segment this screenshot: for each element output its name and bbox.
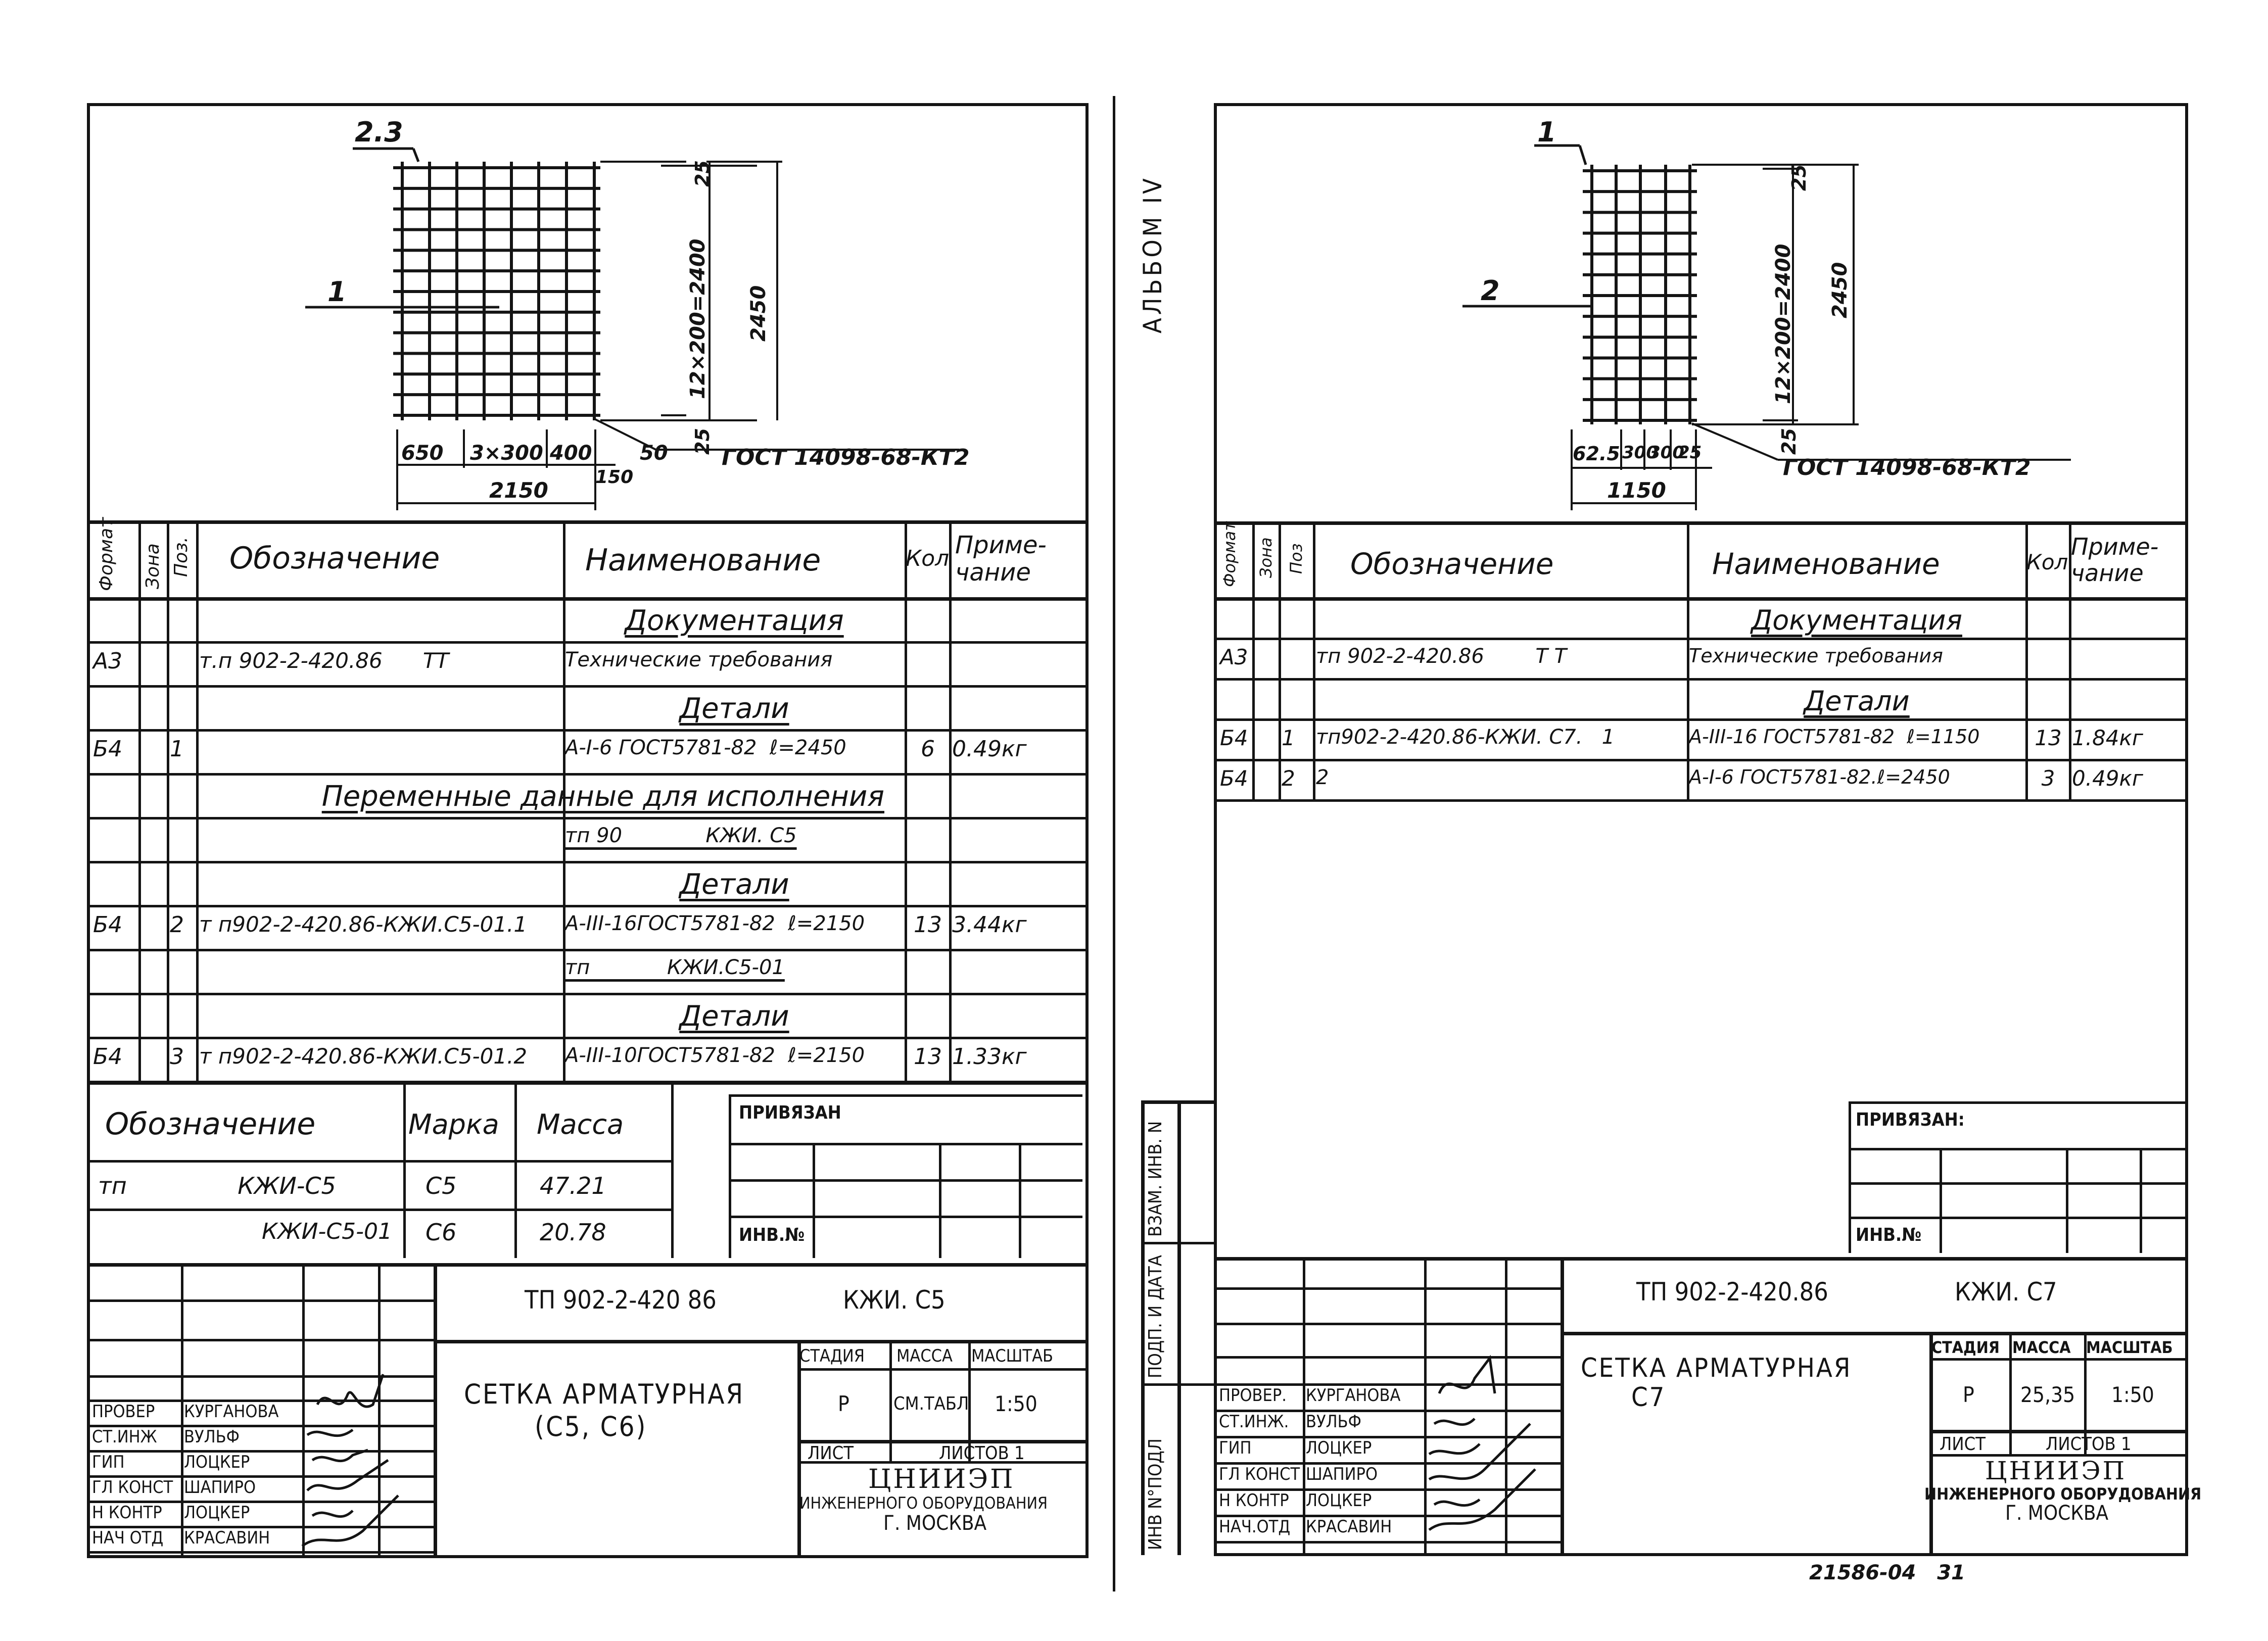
left-h-zone: Зона (143, 543, 163, 589)
spec-row-line (90, 1037, 1085, 1039)
right-org-1: ЦНИИЭП (1985, 1456, 2127, 1485)
right-stage-h: СТАДИЯ (1931, 1338, 2000, 1357)
spec-format: Б4 (1220, 766, 1248, 791)
spec-note: 3.44кг (952, 912, 1027, 938)
right-sheets-label: ЛИСТОВ 1 (2046, 1434, 2132, 1455)
right-dim-height: 12×200=2400 (1772, 244, 1795, 404)
left-marks-r2-mass: 20.78 (540, 1219, 606, 1246)
right-org-2: ИНЖЕНЕРНОГО ОБОРУДОВАНИЯ (1924, 1484, 2202, 1504)
spec-name: Детали (679, 692, 789, 725)
left-sheet (87, 103, 1089, 1558)
left-stage: Р (838, 1391, 849, 1416)
left-dim-total: 2450 (747, 285, 770, 342)
left-stamp-title-2: (С5, С6) (535, 1411, 647, 1442)
left-dim-bottom: 25 (691, 428, 714, 455)
right-h-pos: Поз (1287, 543, 1306, 574)
signer-role: ПРОВЕР (92, 1402, 155, 1422)
spec-name: А-I-6 ГОСТ5781-82 ℓ=2450 (565, 736, 846, 759)
spec-row-line (90, 949, 1085, 951)
left-spec-table (90, 517, 1085, 1081)
left-h-pos: Поз. (171, 537, 192, 577)
right-mesh-drawing (1217, 106, 2185, 520)
spec-row-line (1217, 799, 2185, 802)
spec-row-line (90, 773, 1085, 776)
right-footer-number: 21586-04 31 (1809, 1561, 1965, 1584)
right-signatures (1419, 1353, 1571, 1535)
right-title-block (1217, 1257, 2202, 1553)
signer-role: СТ.ИНЖ (92, 1427, 157, 1447)
spec-row-line (90, 905, 1085, 907)
left-mesh-drawing (90, 106, 1085, 520)
spec-row-line (90, 685, 1085, 688)
signer-role: Н КОНТР (92, 1503, 162, 1523)
spec-pos: 1 (1282, 726, 1295, 750)
spec-name: Детали (679, 868, 789, 901)
right-scale-h: МАСШТАБ (2086, 1338, 2173, 1357)
left-marks-r1-mark: С5 (426, 1172, 457, 1199)
spec-format: А3 (1220, 645, 1248, 669)
right-spec-table (1217, 521, 2185, 819)
left-org-1: ЦНИИЭП (868, 1464, 1015, 1494)
signer-role: Н КОНТР (1219, 1490, 1289, 1511)
signer-name: ШАПИРО (1306, 1464, 1378, 1484)
spec-name: А-III-16ГОСТ5781-82 ℓ=2150 (565, 912, 865, 935)
spec-name: А-III-10ГОСТ5781-82 ℓ=2150 (565, 1044, 865, 1067)
right-dim-width: 1150 (1607, 478, 1666, 503)
signer-role: НАЧ.ОТД (1219, 1517, 1291, 1537)
signer-name: ШАПИРО (184, 1477, 256, 1498)
right-h-name: Наименование (1712, 547, 1940, 581)
spec-designation: т.п 902-2-420.86 ТТ (199, 648, 449, 673)
spec-row-line (1217, 638, 2185, 640)
right-stamp-title-1: СЕТКА АРМАТУРНАЯ (1581, 1353, 1852, 1383)
right-gost: ГОСТ 14098-68-КТ2 (1783, 455, 2031, 480)
spec-format: Б4 (93, 1044, 123, 1070)
right-org-3: Г. МОСКВА (2005, 1502, 2109, 1525)
spec-designation: тп902-2-420.86-КЖИ. С7. 1 (1316, 726, 1615, 749)
right-dim-x4: 25 (1678, 443, 1702, 463)
left-scale-h: МАСШТАБ (971, 1346, 1053, 1366)
signer-name: КРАСАВИН (1306, 1517, 1392, 1537)
spec-name: тп КЖИ.С5-01 (565, 956, 785, 979)
right-mass-h: МАССА (2012, 1338, 2071, 1357)
signer-name: КРАСАВИН (184, 1528, 270, 1548)
spec-format: Б4 (1220, 726, 1248, 750)
left-stage-h: СТАДИЯ (799, 1346, 865, 1366)
left-signatures (297, 1374, 449, 1556)
spec-qty: 3 (2041, 766, 2055, 791)
signer-role: ГИП (1219, 1438, 1252, 1458)
left-dim-x1: 650 (401, 442, 444, 465)
spec-row-line (1217, 678, 2185, 681)
spec-note: 0.49кг (952, 736, 1027, 762)
right-dim-total: 2450 (1828, 262, 1852, 318)
spec-designation: тп 902-2-420.86 Т Т (1316, 645, 1567, 668)
side-label-2: ПОДП. И ДАТА (1145, 1255, 1166, 1378)
left-h-designation: Обозначение (229, 541, 440, 576)
left-marks-h-mark: Марка (408, 1108, 499, 1140)
side-label-3: ИНВ N°ПОДЛ (1145, 1438, 1166, 1550)
spec-note: 1.84кг (2072, 726, 2143, 750)
spec-qty: 6 (921, 736, 935, 762)
right-privyazan: ПРИВЯЗАН: (1856, 1109, 1965, 1130)
left-pos-top: 2.3 (355, 116, 403, 148)
spec-qty: 13 (914, 912, 942, 938)
signer-name: ЛОЦКЕР (184, 1503, 250, 1523)
right-mass: 25,35 (2020, 1382, 2075, 1407)
left-sheet-label: ЛИСТ (808, 1443, 854, 1464)
left-dim-x2: 3×300 (470, 442, 543, 465)
right-side-strip (1141, 1100, 1214, 1555)
spec-note: 0.49кг (2072, 766, 2143, 791)
left-mass-h: МАССА (896, 1346, 953, 1366)
signer-name: ЛОЦКЕР (184, 1452, 250, 1472)
left-dim-x4: 50 (640, 442, 668, 465)
spec-row-line (90, 817, 1085, 819)
spec-row-line (1217, 718, 2185, 721)
signer-name: КУРГАНОВА (1306, 1385, 1401, 1406)
spec-pos: 2 (1282, 766, 1295, 791)
left-dim-height: 12×200=2400 (686, 238, 710, 399)
left-stamp-code: ТП 902-2-420 86 (525, 1285, 717, 1315)
right-stage: Р (1963, 1382, 1974, 1407)
left-h-format: Формат (96, 517, 117, 591)
right-privyazan-box (1849, 1101, 2187, 1253)
right-h-zone: Зона (1256, 537, 1275, 578)
spec-name: Технические требования (565, 648, 833, 671)
left-h-name: Наименование (585, 543, 821, 578)
spec-qty: 13 (914, 1044, 942, 1070)
spec-name: А-I-6 ГОСТ5781-82.ℓ=2450 (1689, 766, 1950, 788)
right-stamp-title-2: С7 (1631, 1382, 1666, 1413)
left-h-qty: Кол (906, 546, 950, 571)
spec-row-line (90, 861, 1085, 863)
left-pos-mid: 1 (327, 276, 347, 308)
right-sheet-label: ЛИСТ (1940, 1434, 1986, 1455)
left-marks-r2-designation: КЖИ-С5-01 (262, 1219, 393, 1244)
left-sheets-label: ЛИСТОВ 1 (939, 1443, 1025, 1464)
spec-designation: т п902-2-420.86-КЖИ.С5-01.1 (199, 912, 528, 937)
signer-role: ГИП (92, 1452, 125, 1472)
signer-name: ЛОЦКЕР (1306, 1490, 1372, 1511)
spec-name: Детали (1804, 685, 1910, 717)
right-pos-top: 1 (1537, 116, 1556, 148)
left-stamp-title-1: СЕТКА АРМАТУРНАЯ (464, 1378, 745, 1410)
right-dim-bottom: 25 (1778, 428, 1800, 455)
fold-line (1113, 96, 1115, 1591)
signer-row-line (1217, 1541, 1561, 1543)
left-dim-x5: 150 (595, 467, 634, 488)
spec-row-line (90, 729, 1085, 732)
left-inv: ИНВ.№ (739, 1225, 805, 1245)
signer-name: ВУЛЬФ (184, 1427, 240, 1447)
spec-designation: 2 (1316, 766, 1329, 789)
left-marks-r2-mark: С6 (426, 1219, 457, 1246)
album-label: АЛЬБОМ IV (1138, 175, 1167, 333)
spec-name: тп 90 КЖИ. С5 (565, 824, 797, 847)
spec-name: Детали (679, 1000, 789, 1033)
spec-name: Документация (625, 604, 844, 637)
right-dim-x2: 300 (1622, 443, 1658, 463)
left-marks-r1-designation: тп КЖИ-С5 (98, 1172, 336, 1199)
right-stamp-code: ТП 902-2-420.86 (1636, 1277, 1828, 1307)
spec-pos: 2 (170, 912, 184, 938)
right-dim-top: 25 (1788, 164, 1810, 191)
left-h-note: Приме-чание (955, 531, 1047, 587)
spec-row-line (90, 993, 1085, 995)
right-h-note: Приме-чание (2071, 533, 2159, 587)
right-pos-mid: 2 (1481, 275, 1500, 307)
left-dim-top: 25 (691, 160, 714, 187)
spec-name: Документация (1751, 604, 1962, 636)
signer-role: ПРОВЕР. (1219, 1385, 1287, 1406)
signer-role: ГЛ КОНСТ (1219, 1464, 1300, 1484)
spec-pos: 3 (170, 1044, 184, 1070)
left-title-block (90, 1263, 1085, 1555)
left-privyazan-box (729, 1094, 1082, 1258)
signer-name: ЛОЦКЕР (1306, 1438, 1372, 1458)
left-org-2: ИНЖЕНЕРНОГО ОБОРУДОВАНИЯ (799, 1493, 1048, 1513)
spec-wide: Переменные данные для исполнения (321, 780, 884, 813)
left-stamp-doc: КЖИ. С5 (843, 1285, 946, 1315)
left-marks-h-designation: Обозначение (105, 1106, 316, 1142)
spec-pos: 1 (170, 736, 184, 762)
right-h-qty: Кол (2026, 550, 2068, 574)
right-sheet (1214, 103, 2202, 1556)
signer-role: СТ.ИНЖ. (1219, 1412, 1289, 1432)
spec-qty: 13 (2035, 726, 2062, 750)
left-marks-r1-mass: 47.21 (540, 1172, 606, 1199)
signer-name: КУРГАНОВА (184, 1402, 279, 1422)
left-org-3: Г. МОСКВА (883, 1512, 987, 1535)
right-h-designation: Обозначение (1350, 547, 1554, 581)
left-dim-x3: 400 (550, 442, 592, 465)
spec-format: Б4 (93, 912, 123, 938)
left-gost: ГОСТ 14098-68-КТ2 (722, 445, 970, 470)
left-mass: СМ.ТАБЛ (893, 1393, 969, 1414)
left-privyazan: ПРИВЯЗАН (739, 1102, 841, 1123)
signer-role: ГЛ КОНСТ (92, 1477, 173, 1498)
spec-name: Технические требования (1689, 645, 1943, 667)
left-dim-width: 2150 (489, 478, 548, 503)
signer-role: НАЧ ОТД (92, 1528, 164, 1548)
right-inv: ИНВ.№ (1856, 1225, 1922, 1245)
side-label-1: ВЗАМ. ИНВ. N (1145, 1121, 1166, 1237)
spec-name: А-III-16 ГОСТ5781-82 ℓ=1150 (1689, 726, 1980, 748)
right-stamp-doc: КЖИ. С7 (1955, 1277, 2057, 1307)
left-marks-h-mass: Масса (537, 1108, 624, 1140)
signer-name: ВУЛЬФ (1306, 1412, 1361, 1432)
spec-designation: т п902-2-420.86-КЖИ.С5-01.2 (199, 1044, 528, 1069)
right-h-format: Формат (1220, 521, 1239, 587)
left-scale: 1:50 (995, 1391, 1037, 1416)
right-scale: 1:50 (2111, 1382, 2154, 1407)
spec-row-line (1217, 759, 2185, 761)
right-dim-x1: 62.5 (1573, 443, 1620, 465)
spec-format: А3 (93, 648, 123, 674)
spec-row-line (90, 641, 1085, 644)
spec-note: 1.33кг (952, 1044, 1027, 1070)
spec-format: Б4 (93, 736, 123, 762)
right-dim-x3: 300 (1648, 443, 1684, 463)
